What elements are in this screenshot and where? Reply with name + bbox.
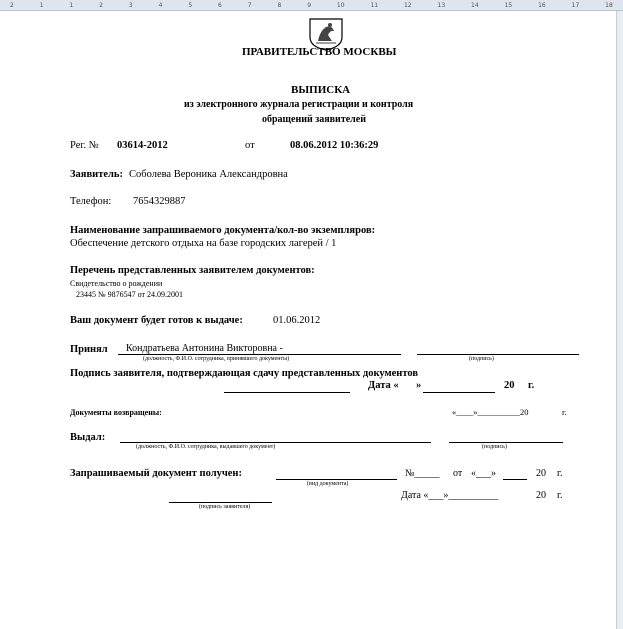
applicant-final-signature-line — [169, 502, 272, 503]
document-page — [0, 11, 615, 629]
received-from-label: от — [453, 468, 463, 479]
ruler-mark: 2 — [99, 1, 103, 9]
received-year2-suffix: г. — [557, 490, 563, 501]
horizontal-ruler[interactable] — [0, 0, 623, 11]
ruler-mark: 9 — [307, 1, 312, 9]
reg-number: 03614-2012 — [117, 140, 168, 151]
applicant-date-year: 20 — [504, 380, 515, 391]
ruler-mark: 16 — [538, 1, 546, 9]
received-date: «___» — [471, 468, 496, 479]
ruler-mark: 12 — [403, 1, 412, 9]
reg-label: Рег. № — [70, 140, 99, 151]
accepted-caption-signature: (подпись) — [469, 356, 494, 362]
doc-title: ВЫПИСКА — [291, 84, 351, 96]
received-caption-applicant-sig: (подпись заявителя) — [199, 504, 251, 510]
returned-label: Документы возвращены: — [70, 408, 162, 417]
ruler-mark: 2 — [10, 1, 14, 9]
submitted-doc-item-2: 23445 № 9876547 от 24.09.2001 — [76, 290, 184, 299]
ruler-mark: 13 — [437, 1, 446, 9]
ruler-mark: 10 — [336, 1, 345, 9]
issued-signature-line — [449, 442, 563, 443]
received-year: 20 — [536, 468, 546, 479]
ready-label: Ваш документ будет готов к выдаче: — [70, 315, 243, 326]
applicant-signature-label: Подпись заявителя, подтверждающая сдачу представленных документов — [70, 368, 419, 379]
ruler-mark: 1 — [39, 1, 44, 9]
applicant-label: Заявитель: — [70, 169, 123, 180]
ruler-mark: 11 — [370, 1, 379, 9]
issued-caption-position: (должность, Ф.И.О. сотрудника, выдавшего документ) — [136, 444, 276, 450]
applicant-name: Соболева Вероника Александровна — [129, 169, 288, 180]
phone-value: 7654329887 — [133, 196, 186, 207]
received-caption-kind: (вид документа) — [307, 481, 349, 487]
applicant-date-line — [423, 392, 495, 393]
received-date2-label: Дата «___»__________ — [401, 490, 499, 501]
doc-subtitle-2: обращений заявителей — [262, 114, 366, 125]
ruler-mark: 6 — [218, 1, 222, 9]
accepted-label: Принял — [70, 344, 108, 355]
accepted-name: Кондратьева Антонина Викторовна - — [126, 343, 283, 354]
accepted-line — [118, 354, 401, 355]
doc-subtitle-1: из электронного журнала регистрации и контроля — [184, 99, 414, 110]
ruler-mark: 8 — [277, 1, 282, 9]
ruler-mark: 5 — [188, 1, 193, 9]
issued-caption-signature: (подпись) — [482, 444, 507, 450]
ruler-mark: 17 — [571, 1, 580, 9]
returned-date: «____»__________20 — [452, 407, 529, 417]
applicant-date-year-suffix: г. — [528, 380, 535, 391]
reg-from-label: от — [245, 140, 255, 151]
received-year2: 20 — [536, 490, 546, 501]
ruler-mark: 7 — [247, 1, 252, 9]
received-kind-line — [276, 479, 397, 480]
vertical-ruler[interactable] — [616, 11, 623, 629]
ruler-mark: 3 — [128, 1, 133, 9]
received-no-label: №_____ — [405, 468, 440, 479]
ruler-mark: 18 — [605, 1, 613, 9]
ruler-mark: 1 — [69, 1, 74, 9]
ruler-mark: 14 — [471, 1, 479, 9]
received-year-suffix: г. — [557, 468, 563, 479]
received-date-line — [503, 479, 527, 480]
reg-datetime: 08.06.2012 10:36:29 — [290, 140, 379, 151]
applicant-signature-line — [224, 392, 350, 393]
requested-doc-value: Обеспечение детского отдыха на базе городских лагерей / 1 — [70, 238, 337, 249]
accepted-signature-line — [417, 354, 579, 355]
submitted-docs-label: Перечень представленных заявителем документов: — [70, 265, 315, 276]
returned-year-suffix: г. — [562, 407, 567, 417]
applicant-date-label: Дата « — [368, 380, 399, 391]
ready-date: 01.06.2012 — [273, 315, 321, 326]
received-label: Запрашиваемый документ получен: — [70, 468, 242, 479]
ruler-marks — [10, 0, 613, 10]
issued-line — [120, 442, 431, 443]
ruler-mark: 15 — [504, 1, 513, 9]
applicant-date-mid: » — [416, 380, 422, 391]
accepted-caption-position: (должность, Ф.И.О. сотрудника, принявшего документы) — [143, 356, 290, 362]
ruler-mark: 4 — [158, 1, 163, 9]
requested-doc-label: Наименование запрашиваемого документа/кол-во экземпляров: — [70, 225, 376, 236]
org-name: ПРАВИТЕЛЬСТВО МОСКВЫ — [242, 46, 397, 58]
submitted-doc-item-1: Свидетельство о рождении — [70, 279, 163, 288]
issued-label: Выдал: — [70, 432, 106, 443]
phone-label: Телефон: — [70, 196, 112, 207]
